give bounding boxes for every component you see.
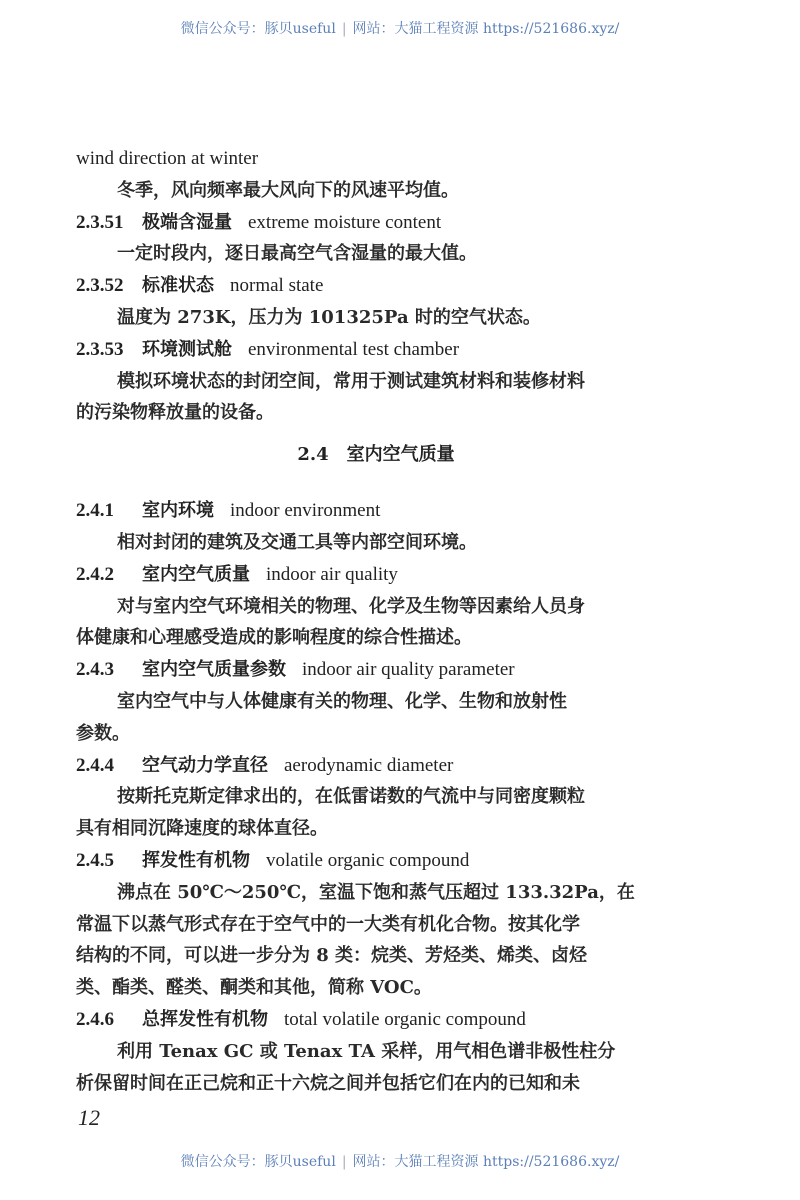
term-entry (76, 559, 676, 654)
term-entry (76, 654, 676, 749)
watermark-left: 微信公众号：豚贝useful (180, 1154, 336, 1170)
watermark-separator: | (341, 21, 347, 37)
definition-line: 结构的不同，可以进一步分为 8 类：烷类、芳烃类、烯类、卤烃 (76, 945, 588, 967)
definition-line: 参数。 (76, 722, 130, 744)
term-chinese: 环境测试舱 (142, 338, 232, 360)
term-english: normal state (230, 275, 324, 297)
term-chinese: 挥发性有机物 (142, 849, 250, 871)
term-title (76, 207, 676, 239)
term-title (76, 1004, 676, 1036)
term-title (76, 270, 676, 302)
definition-line: 类、酯类、醛类、酮类和其他，简称 VOC。 (76, 977, 432, 999)
term-english: environmental test chamber (248, 338, 460, 360)
term-number: 2.4.4 (76, 754, 114, 776)
term-title (76, 495, 676, 527)
term-entry (76, 495, 676, 559)
term-number: 2.4.5 (76, 849, 114, 871)
term-english: indoor air quality parameter (302, 659, 515, 681)
term-title (76, 654, 676, 686)
term-entry (76, 334, 676, 429)
watermark-right: 网站：大猫工程资源 https://521686.xyz/ (352, 1154, 620, 1170)
term-chinese: 室内空气质量参数 (142, 659, 286, 681)
section-heading: 2.4 室内空气质量 (297, 444, 455, 466)
definition-line: 温度为 273K，压力为 101325Pa 时的空气状态。 (117, 306, 541, 328)
page-number: 12 (78, 1105, 100, 1130)
term-chinese: 总挥发性有机物 (142, 1008, 268, 1030)
definition-line: 冬季，风向频率最大风向下的风速平均值。 (117, 179, 459, 201)
term-entry (76, 750, 676, 845)
term-entry (76, 845, 676, 1004)
watermark-footer (0, 1151, 800, 1171)
term-number: 2.4.6 (76, 1008, 114, 1030)
term-chinese: 室内空气质量 (142, 563, 250, 585)
term-chinese: 室内环境 (142, 500, 214, 522)
term-entry (76, 1004, 676, 1099)
term-chinese: 标准状态 (142, 275, 214, 297)
term-english: indoor environment (230, 500, 381, 522)
term-title (76, 559, 676, 591)
definition-line: 沸点在 50℃～250℃，室温下饱和蒸气压超过 133.32Pa，在 (117, 881, 635, 903)
definition-line: 体健康和心理感受造成的影响程度的综合性描述。 (76, 627, 472, 649)
watermark-right: 网站：大猫工程资源 https://521686.xyz/ (352, 21, 620, 37)
definition-line: 模拟环境状态的封闭空间，常用于测试建筑材料和装修材料 (117, 370, 585, 392)
term-english: extreme moisture content (248, 211, 442, 233)
term-english: volatile organic compound (266, 849, 470, 871)
term-entry (76, 207, 676, 271)
definition-line: 的污染物释放量的设备。 (76, 402, 274, 424)
definition-line: 利用 Tenax GC 或 Tenax TA 采样，用气相色谱非极性柱分 (117, 1040, 616, 1062)
definition-line: 常温下以蒸气形式存在于空气中的一大类有机化合物。按其化学 (76, 913, 580, 935)
definition-line: 析保留时间在正己烷和正十六烷之间并包括它们在内的已知和未 (76, 1072, 580, 1094)
definition-line: 一定时段内，逐日最高空气含湿量的最大值。 (117, 243, 477, 265)
term-chinese: 空气动力学直径 (142, 754, 268, 776)
watermark-left: 微信公众号：豚贝useful (180, 21, 336, 37)
lead-term-english: wind direction at winter (76, 148, 259, 169)
term-english: aerodynamic diameter (284, 754, 454, 776)
definition-line: 对与室内空气环境相关的物理、化学及生物等因素给人员身 (117, 595, 585, 617)
document-body (76, 143, 676, 1099)
watermark-header (0, 18, 800, 38)
term-title (76, 845, 676, 877)
definition-line: 具有相同沉降速度的球体直径。 (76, 818, 328, 840)
term-number: 2.4.1 (76, 500, 114, 522)
term-title (76, 334, 676, 366)
term-number: 2.4.2 (76, 563, 114, 585)
term-english: total volatile organic compound (284, 1008, 526, 1030)
watermark-separator: | (341, 1154, 347, 1170)
definition-line: 室内空气中与人体健康有关的物理、化学、生物和放射性 (117, 690, 567, 712)
term-number: 2.3.52 (76, 275, 124, 297)
term-title (76, 750, 676, 782)
term-english: indoor air quality (266, 563, 398, 585)
term-number: 2.4.3 (76, 659, 114, 681)
term-chinese: 极端含湿量 (142, 211, 232, 233)
term-entry (76, 270, 676, 334)
term-number: 2.3.53 (76, 338, 124, 360)
definition-line: 相对封闭的建筑及交通工具等内部空间环境。 (117, 531, 477, 553)
definition-line: 按斯托克斯定律求出的，在低雷诺数的气流中与同密度颗粒 (117, 786, 585, 808)
term-number: 2.3.51 (76, 211, 124, 233)
